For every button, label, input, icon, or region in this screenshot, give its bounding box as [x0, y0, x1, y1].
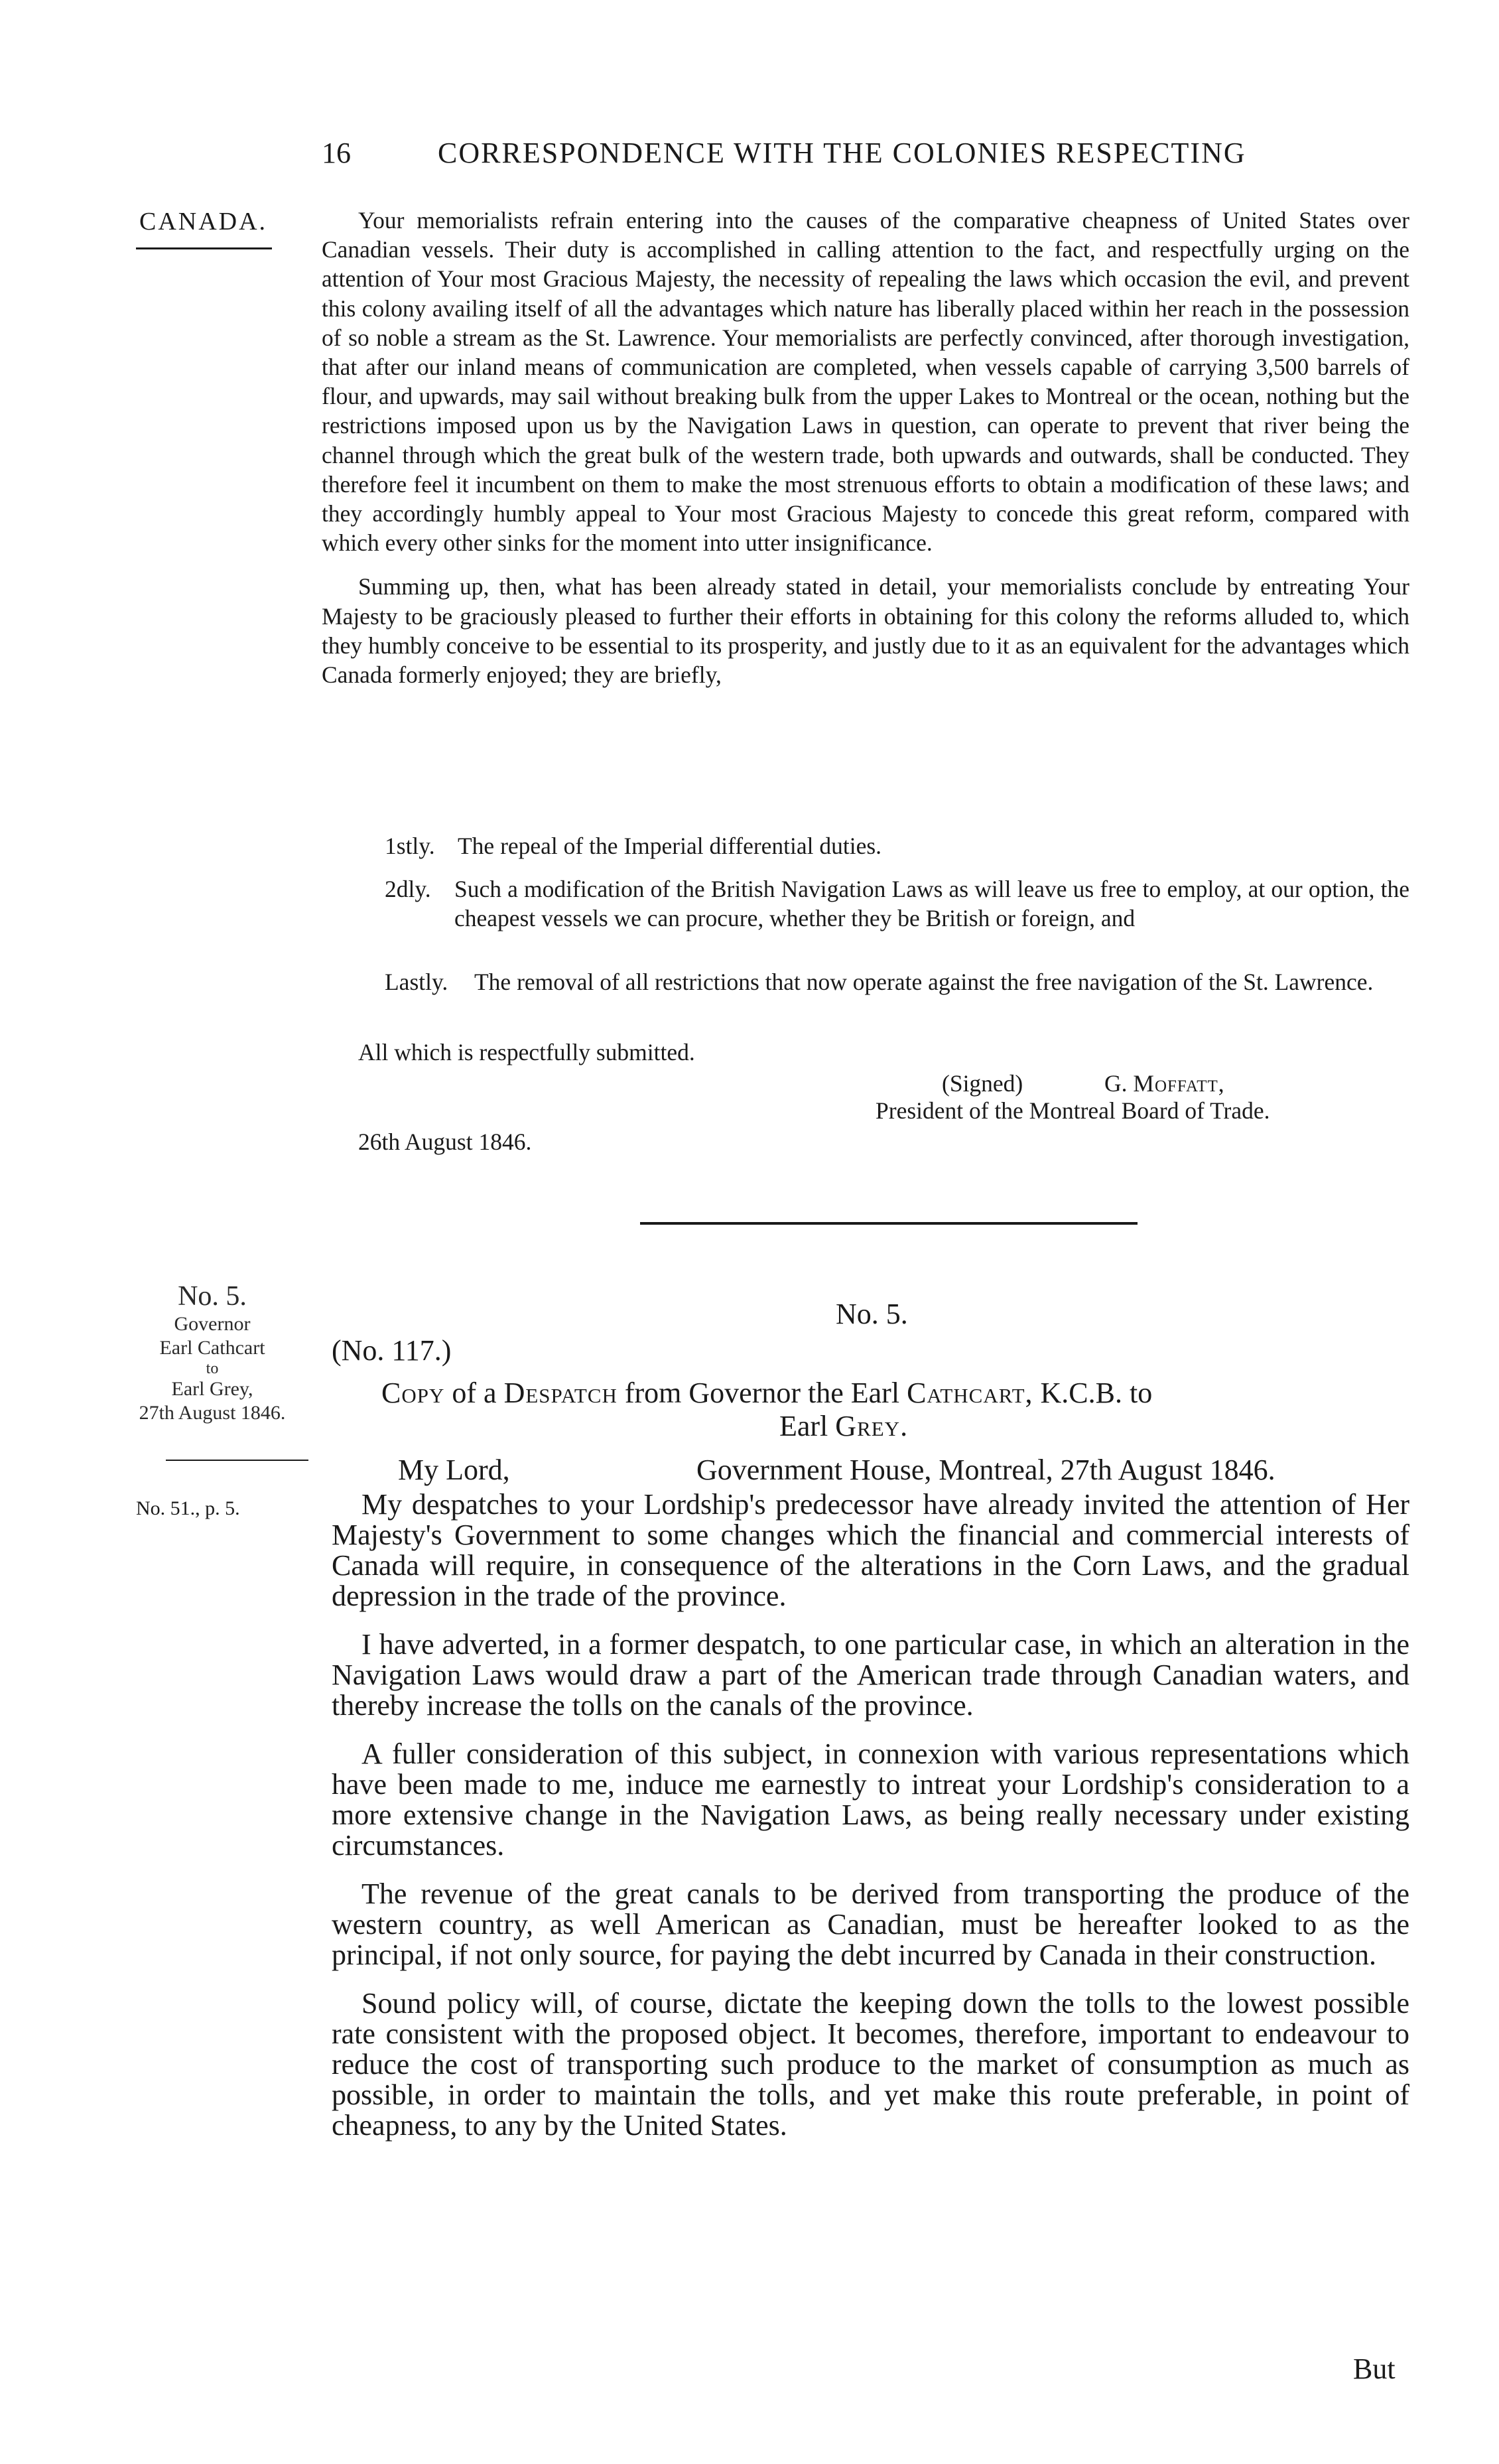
- margin-earl-cathcart: Earl Cathcart: [159, 1337, 265, 1359]
- despatch-body: [332, 1489, 1409, 2141]
- list-item: [385, 831, 1409, 860]
- list-label: 2dly.: [385, 876, 431, 902]
- despatch-paragraph: My despatches to your Lordship's predecessor have already invited the attention of Her Majesty's Government to some changes which the financial and commercial interests of Canada will require, in consequence of the alterations in the Corn Laws, and the gradual depression in the trade of the province.: [332, 1488, 1409, 1612]
- running-head: [0, 136, 1499, 182]
- despatch-paragraph: The revenue of the great canals to be derived from transporting the produce of the western country, as well American as Canadian, must be hereafter looked to as the principal, if not only source, for paying the debt incurred by Canada in their construction.: [332, 1878, 1409, 1971]
- list-text: The repeal of the Imperial differential duties.: [458, 833, 882, 859]
- margin-to: to: [206, 1360, 219, 1377]
- list-text: Such a modification of the British Navigation Laws as will leave us free to employ, at our option, the cheapest vessels we can procure, whether they be British or foreign, and: [454, 876, 1409, 931]
- signer-surname: Moffatt,: [1133, 1070, 1225, 1097]
- memorial-body: [322, 206, 1409, 689]
- list-label: 1stly.: [385, 833, 435, 859]
- signer-initial: G.: [1104, 1070, 1128, 1097]
- despatch-title: [381, 1377, 1409, 1443]
- despatch-paragraph: Sound policy will, of course, dictate the keeping down the tolls to the lowest possible rate consistent with the proposed object. It becomes, therefore, important to endeavour to reduce the cost of transporting such produce to the market of consumption as much as possible, in order to maintain the tolls, and yet make this route preferable, in point of cheapness, to any by the United States.: [332, 1987, 1409, 2142]
- memorial-paragraph: Your memorialists refrain entering into the causes of the comparative cheapness of United States over Canadian vessels. Their duty is accomplished in calling attention to the fact, and respectfully urging on the attention of Your most Gracious Majesty, the necessity of repealing the laws which occasion the evil, and prevent this colony availing itself of all the advantages which nature has liberally placed within her reach in the possession of so noble a stream as the St. Lawrence. Your memorialists are perfectly convinced, after thorough investigation, that after our inland means of communication are completed, when vessels capable of carrying 3,500 barrels of flour, and upwards, may sail without breaking bulk from the upper Lakes to Montreal or the ocean, nothing but the restrictions imposed upon us by the Navigation Laws in question, can operate to prevent that river being the channel through which the great bulk of the western trade, both upwards and outwards, shall be conducted. They therefore feel it incumbent on them to make the most strenuous efforts to obtain a modification of these laws; and they accordingly humbly appeal to Your most Gracious Majesty to concede this great reform, compared with which every other sinks for the moment into utter insignificance.: [322, 207, 1409, 557]
- title-copy: Copy: [381, 1377, 445, 1409]
- despatch-number: (No. 117.): [332, 1334, 452, 1367]
- title-of-a: of a: [452, 1377, 497, 1409]
- salutation: My Lord,: [398, 1454, 510, 1486]
- margin-earl-grey: Earl Grey,: [171, 1378, 253, 1400]
- place-date: Government House, Montreal, 27th August 1846.: [696, 1454, 1275, 1486]
- signer-name: [1104, 1069, 1225, 1097]
- list-item: [385, 874, 1409, 962]
- margin-number: No. 5.: [178, 1281, 247, 1312]
- running-title: CORRESPONDENCE WITH THE COLONIES RESPECTING: [438, 137, 1246, 169]
- margin-rule-top: [136, 247, 272, 249]
- margin-ref: No. 51., p. 5.: [136, 1497, 240, 1519]
- despatch-paragraph: A fuller consideration of this subject, in connexion with various representations which have been made to me, induce me earnestly to intreat your Lordship's consideration to a more extensive change in the Navigation Laws, as being really necessary under existing circumstances.: [332, 1738, 1409, 1862]
- margin-date: 27th August 1846.: [139, 1402, 286, 1424]
- margin-rule-bottom: [166, 1460, 308, 1461]
- title-despatch: Despatch: [503, 1377, 618, 1409]
- catchword: But: [1353, 2353, 1396, 2385]
- list-label: Lastly.: [385, 969, 448, 995]
- despatch-paragraph: I have adverted, in a former despatch, to one particular case, in which an alteration in the Navigation Laws would draw a part of the American trade through Canadian waters, and thereby increase the tolls on the canals of the province.: [332, 1628, 1409, 1722]
- margin-governor: Governor: [174, 1313, 251, 1335]
- signed-label: (Signed): [942, 1070, 1023, 1097]
- section-divider: [640, 1222, 1138, 1225]
- signer-title: President of the Montreal Board of Trade.: [876, 1097, 1270, 1124]
- memorial-paragraph: Summing up, then, what has been already stated in detail, your memorialists conclude by entreating Your Majesty to be graciously pleased to further their efforts in obtaining for this colony the reforms alluded to, which they humbly conceive to be essential to its prosperity, and justly due to it as an equivalent for the advantages which Canada formerly enjoyed; they are briefly,: [322, 573, 1409, 689]
- page-number: 16: [322, 137, 351, 169]
- memorial-date: 26th August 1846.: [358, 1129, 532, 1155]
- title-from: from Governor the Earl: [624, 1377, 900, 1409]
- margin-label-canada: CANADA.: [139, 208, 268, 236]
- list-item: [385, 967, 1409, 1026]
- title-earl: Earl: [779, 1410, 828, 1442]
- margin-note: [99, 1280, 325, 1425]
- despatch-heading: No. 5.: [836, 1298, 908, 1330]
- submitted-line: All which is respectfully submitted.: [358, 1039, 695, 1065]
- title-grey: Grey.: [835, 1410, 909, 1442]
- list-text: The removal of all restrictions that now operate against the free navigation of the St. Lawrence.: [474, 969, 1374, 995]
- title-kcb: K.C.B. to: [1040, 1377, 1153, 1409]
- title-cathcart: Cathcart,: [907, 1377, 1033, 1409]
